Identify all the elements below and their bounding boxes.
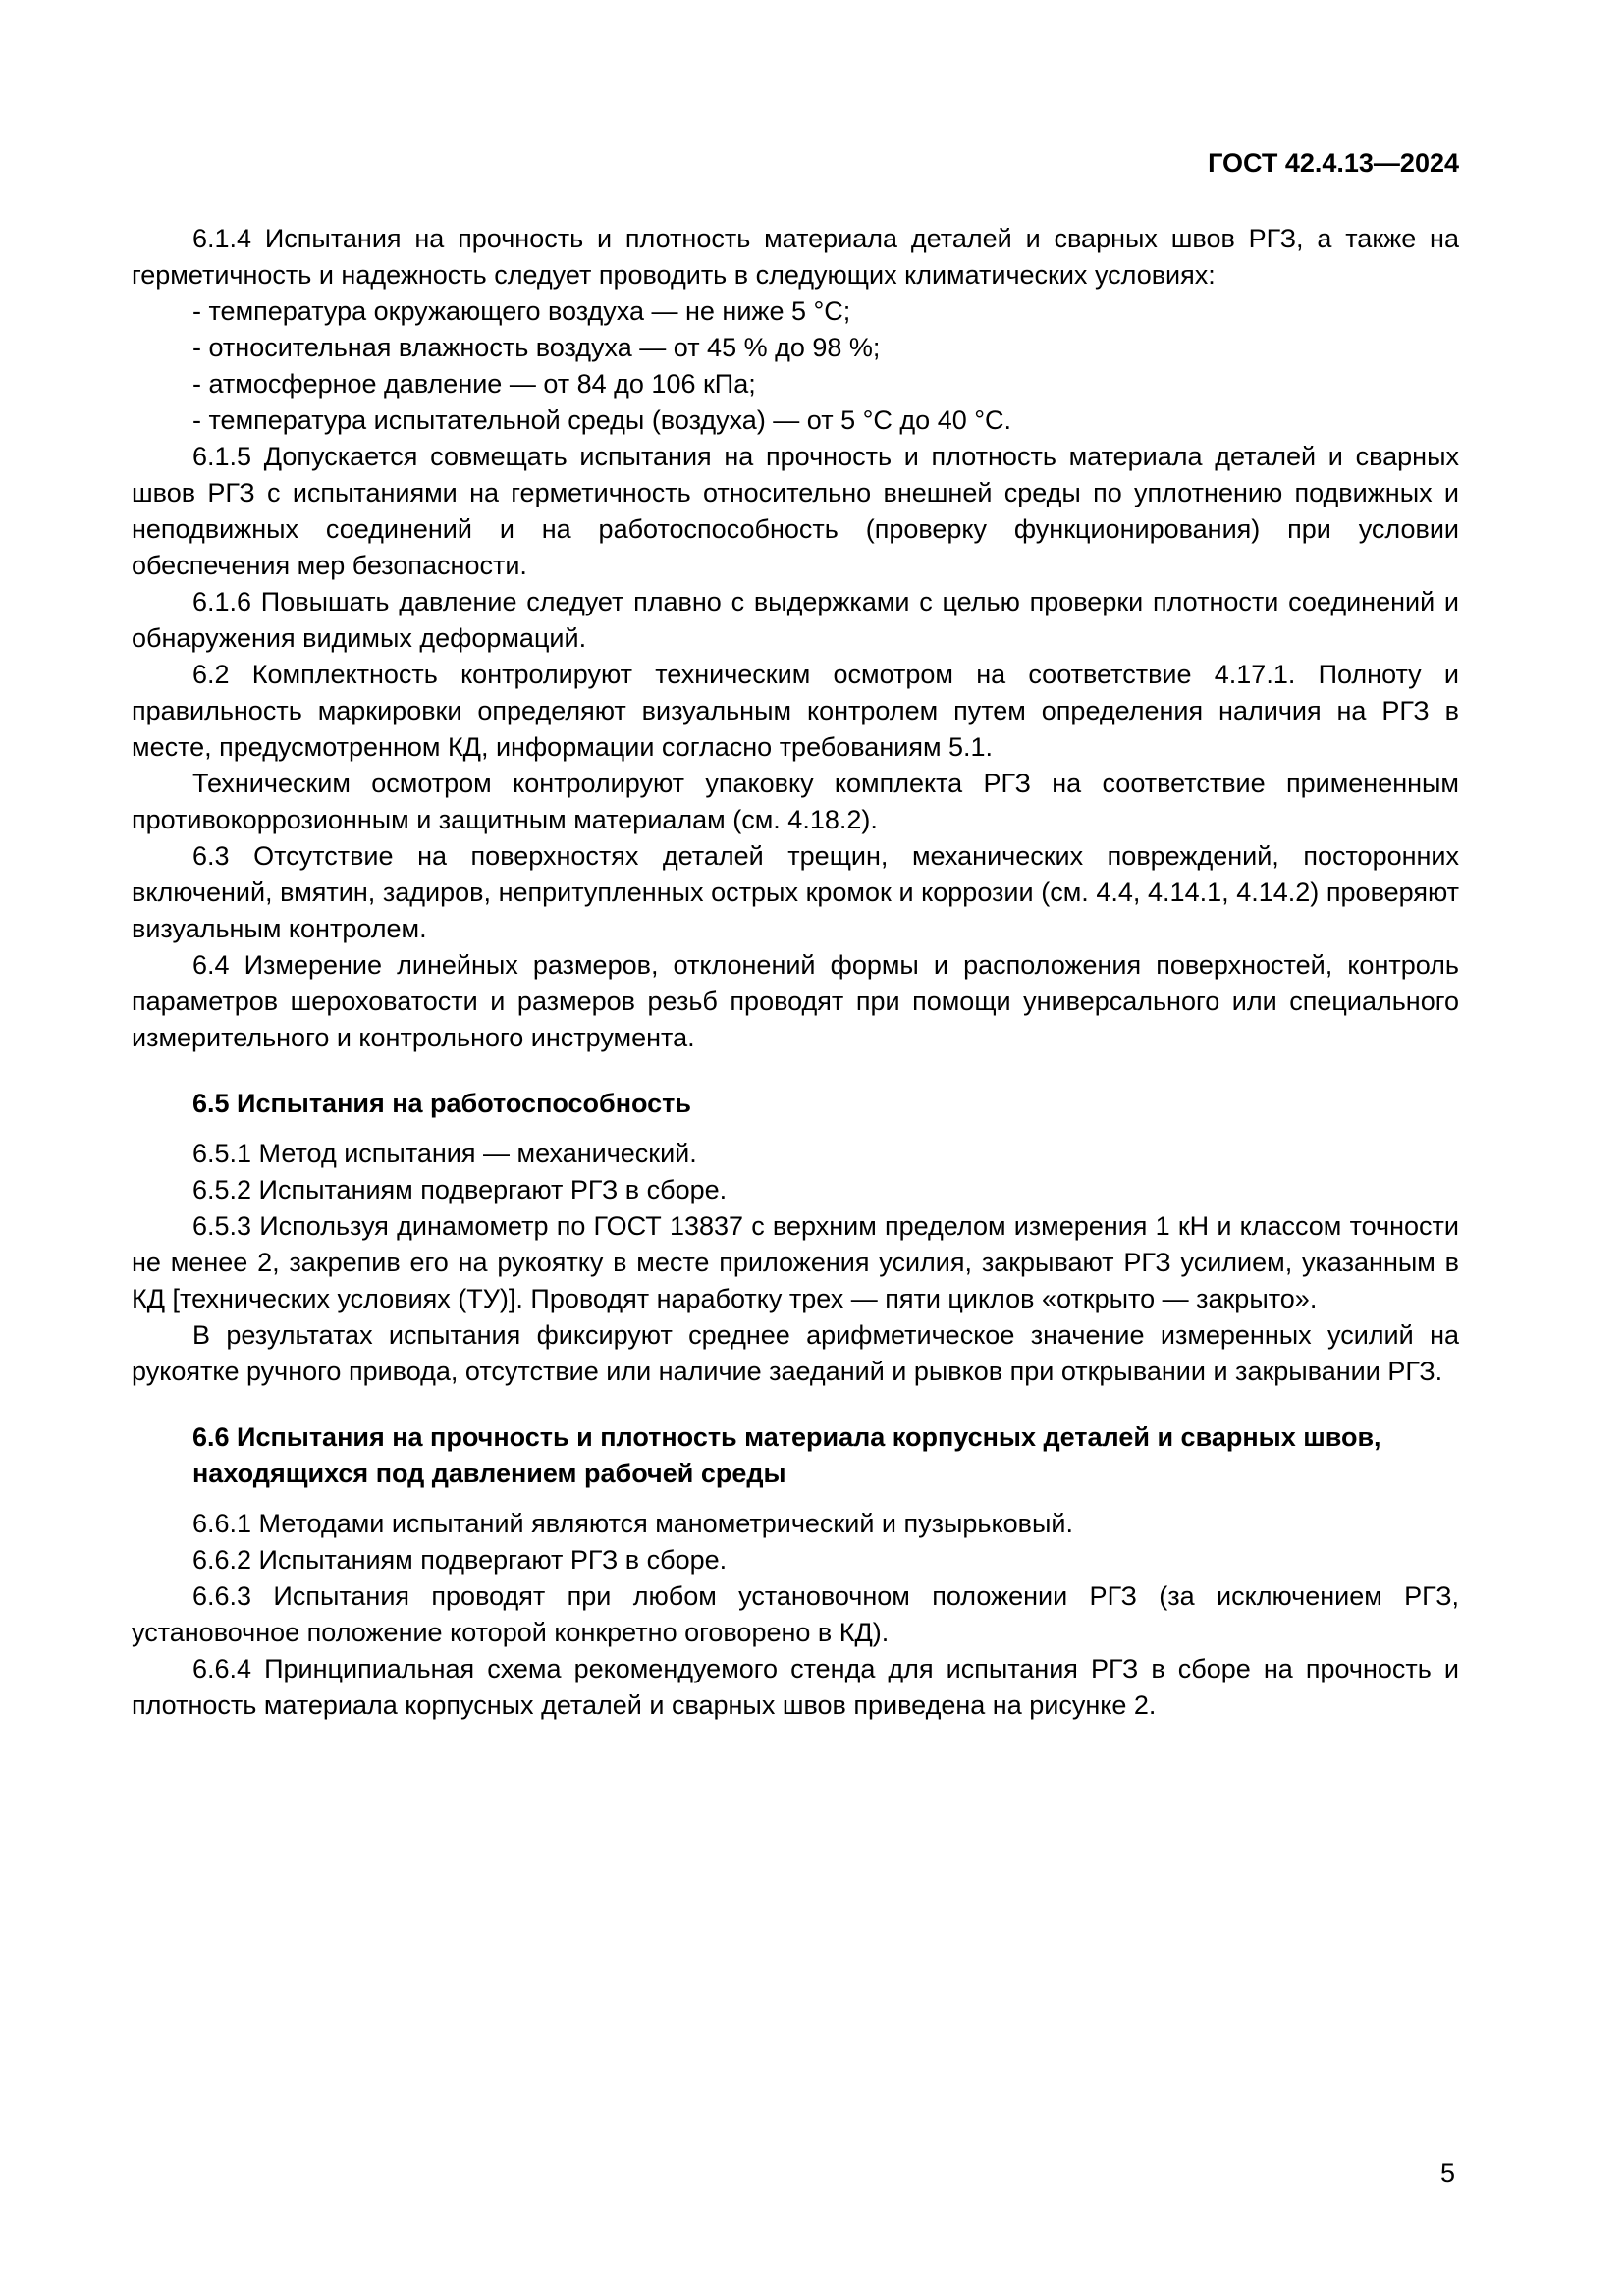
paragraph-6-6-2: 6.6.2 Испытаниям подвергают РГЗ в сборе. xyxy=(192,1545,728,1575)
paragraph-6-3: 6.3 Отсутствие на поверхностях деталей трещин, механических повреждений, посторонних включений, вмятин, задиров, непритупленных острых кромок и коррозии (см. 4.4, 4.14.1, 4.14.2) проверяют визуальным контролем. xyxy=(132,841,1459,943)
paragraph-6-5-2: 6.5.2 Испытаниям подвергают РГЗ в сборе. xyxy=(192,1175,728,1204)
section-heading-6-6: 6.6 Испытания на прочность и плотность материала корпусных деталей и сварных швов, находящихся под давлением рабочей среды xyxy=(192,1422,1381,1488)
paragraph-6-4: 6.4 Измерение линейных размеров, отклонений формы и расположения поверхностей, контроль параметров шероховатости и размеров резьб проводят при помощи универсального или специального измерительного и контрольного инструмента. xyxy=(132,950,1459,1052)
paragraph-6-1-5: 6.1.5 Допускается совмещать испытания на прочность и плотность материала деталей и сварных швов РГЗ с испытаниями на герметичность относительно внешней среды по уплотнению подвижных и неподвижных соединений и на работоспособность (проверку функционирования) при условии обеспечения мер безопасности. xyxy=(132,442,1459,580)
paragraph-6-1-6: 6.1.6 Повышать давление следует плавно с выдержками с целью проверки плотности соединений и обнаружения видимых деформаций. xyxy=(132,587,1459,653)
section-heading-6-5: 6.5 Испытания на работоспособность xyxy=(192,1089,691,1118)
paragraph-6-5-3-results: В результатах испытания фиксируют среднее арифметическое значение измеренных усилий на рукоятке ручного привода, отсутствие или наличие заеданий и рывков при открывании и закрывании РГЗ. xyxy=(132,1320,1459,1386)
list-item-medium-temperature: - температура испытательной среды (воздуха) — от 5 °С до 40 °С. xyxy=(192,405,1012,435)
paragraph-6-1-4: 6.1.4 Испытания на прочность и плотность материала деталей и сварных швов РГЗ, а также на герметичность и надежность следует проводить в следующих климатических условиях: xyxy=(132,224,1459,290)
paragraph-6-6-4: 6.6.4 Принципиальная схема рекомендуемого стенда для испытания РГЗ в сборе на прочность и плотность материала корпусных деталей и сварных швов приведена на рисунке 2. xyxy=(132,1654,1459,1720)
list-item-air-temperature: - температура окружающего воздуха — не ниже 5 °С; xyxy=(192,296,851,326)
page-header-gost-number: ГОСТ 42.4.13—2024 xyxy=(1208,148,1459,178)
paragraph-6-5-3: 6.5.3 Используя динамометр по ГОСТ 13837 с верхним пределом измерения 1 кН и классом точности не менее 2, закрепив его на рукоятку в месте приложения усилия, закрывают РГЗ усилием, указанным в КД [технических условиях (ТУ)]. Проводят наработку трех — пяти циклов «открыто — закрыто». xyxy=(132,1211,1459,1313)
list-item-humidity: - относительная влажность воздуха — от 45 % до 98 %; xyxy=(192,333,881,362)
list-item-pressure: - атмосферное давление — от 84 до 106 кПа; xyxy=(192,369,756,399)
paragraph-6-2: 6.2 Комплектность контролируют техническим осмотром на соответствие 4.17.1. Полноту и правильность маркировки определяют визуальным контролем путем определения наличия на РГЗ в месте, предусмотренном КД, информации согласно требованиям 5.1. xyxy=(132,660,1459,762)
paragraph-6-6-3: 6.6.3 Испытания проводят при любом установочном положении РГЗ (за исключением РГЗ, установочное положение которой конкретно оговорено в КД). xyxy=(132,1581,1459,1647)
paragraph-6-2-continued: Техническим осмотром контролируют упаковку комплекта РГЗ на соответствие примененным противокоррозионным и защитным материалам (см. 4.18.2). xyxy=(132,769,1459,834)
paragraph-6-6-1: 6.6.1 Методами испытаний являются манометрический и пузырьковый. xyxy=(192,1509,1073,1538)
document-body xyxy=(132,221,1459,1724)
paragraph-6-5-1: 6.5.1 Метод испытания — механический. xyxy=(192,1139,697,1168)
page-number: 5 xyxy=(1439,2159,1455,2188)
